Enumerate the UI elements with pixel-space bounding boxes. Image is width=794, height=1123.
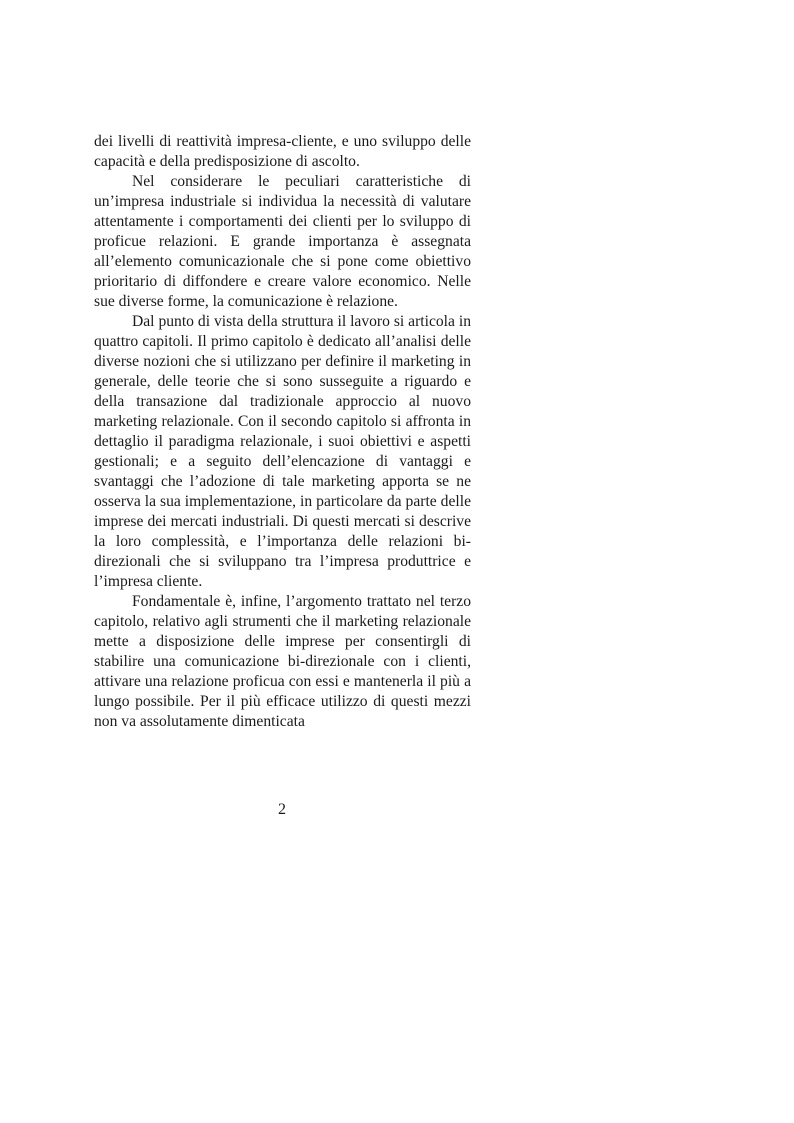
paragraph-1: dei livelli di reattività impresa-cliente, e uno sviluppo delle capacità e della predisposizione di ascolto. [94, 133, 471, 170]
paragraph-2: Nel considerare le peculiari caratteristiche di un’impresa industriale si individua la necessità di valutare attentamente i comportamenti dei clienti per lo sviluppo di proficue relazioni. E grande importanza è assegnata all’elemento comunicazionale che si pone come obiettivo prioritario di diffondere e creare valore economico. Nelle sue diverse forme, la comunicazione è relazione. [94, 173, 471, 310]
paragraph-4: Fondamentale è, infine, l’argomento trattato nel terzo capitolo, relativo agli strumenti che il marketing relazionale mette a disposizione delle imprese per consentirgli di stabilire una comunicazione bi-direzionale con i clienti, attivare una relazione proficua con essi e mantenerla il più a lungo possibile. Per il più efficace utilizzo di questi mezzi non va assolutamente dimenticata [94, 593, 471, 730]
page-number: 2 [278, 801, 286, 818]
paragraph-3: Dal punto di vista della struttura il lavoro si articola in quattro capitoli. Il primo capitolo è dedicato all’analisi delle diverse nozioni che si utilizzano per definire il marketing in generale, delle teorie che si sono susseguite a riguardo e della transazione dal tradizionale approccio al nuovo marketing relazionale. Con il secondo capitolo si affronta in dettaglio il paradigma relazionale, i suoi obiettivi e aspetti gestionali; e a seguito dell’elencazione di vantaggi e svantaggi che l’adozione di tale marketing apporta se ne osserva la sua implementazione, in particolare da parte delle imprese dei mercati industriali. Di questi mercati si descrive la loro complessità, e l’importanza delle relazioni bi-direzionali che si sviluppano tra l’impresa produttrice e l’impresa cliente. [94, 313, 471, 590]
body-text [94, 132, 471, 732]
